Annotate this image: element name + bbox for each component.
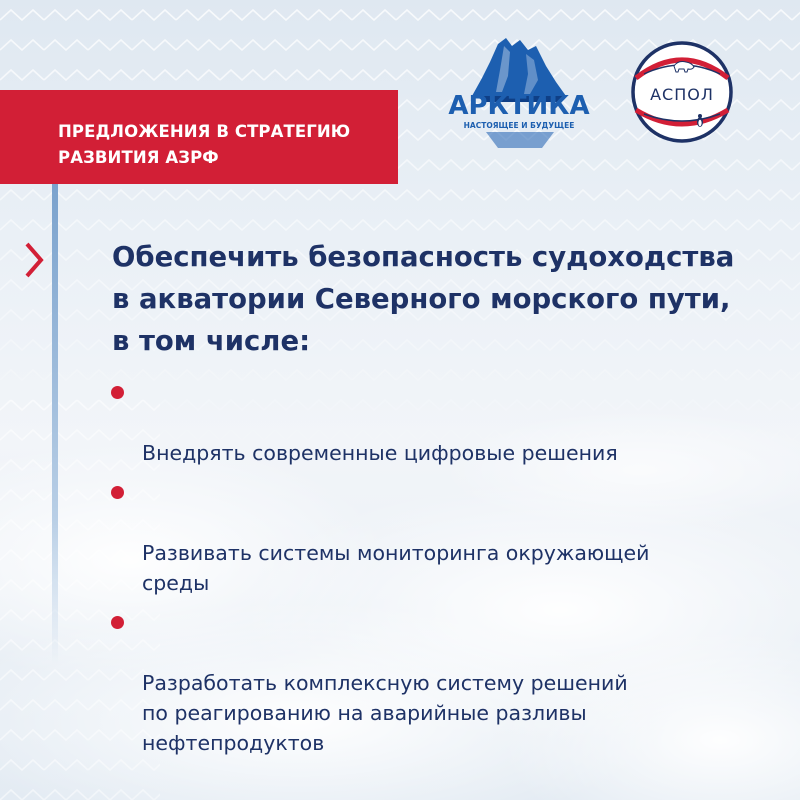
left-accent-bar — [52, 184, 58, 664]
aspol-logo-title: АСПОЛ — [650, 85, 714, 104]
banner-title-line-2: РАЗВИТИЯ АЗРФ — [58, 148, 219, 167]
bullet-text: Внедрять современные цифровые решения — [142, 441, 618, 465]
arktika-logo-title: АРКТИКА — [448, 91, 590, 121]
banner-title — [58, 119, 388, 171]
bullet-dot-icon — [111, 486, 124, 499]
arktika-logo — [446, 36, 592, 152]
chevron-right-icon — [22, 240, 46, 280]
arktika-logo-subtitle: НАСТОЯЩЕЕ И БУДУЩЕЕ — [463, 121, 575, 130]
bullet-dot-icon — [111, 386, 124, 399]
list-item — [108, 608, 768, 758]
list-item — [108, 478, 768, 598]
bullet-text: Развивать системы мониторинга окружающей среды — [142, 541, 650, 595]
list-item — [108, 378, 768, 468]
banner-title-line-1: ПРЕДЛОЖЕНИЯ В СТРАТЕГИЮ — [58, 122, 351, 141]
bullet-text: Разработать комплексную систему решений по реагированию на аварийные разливы нефтепродуктов — [142, 671, 628, 755]
aspol-logo — [618, 34, 746, 150]
bullet-dot-icon — [111, 616, 124, 629]
headline: Обеспечить безопасность судоходства в акватории Северного морского пути, в том числе: — [112, 241, 735, 357]
bullet-list — [108, 378, 768, 768]
